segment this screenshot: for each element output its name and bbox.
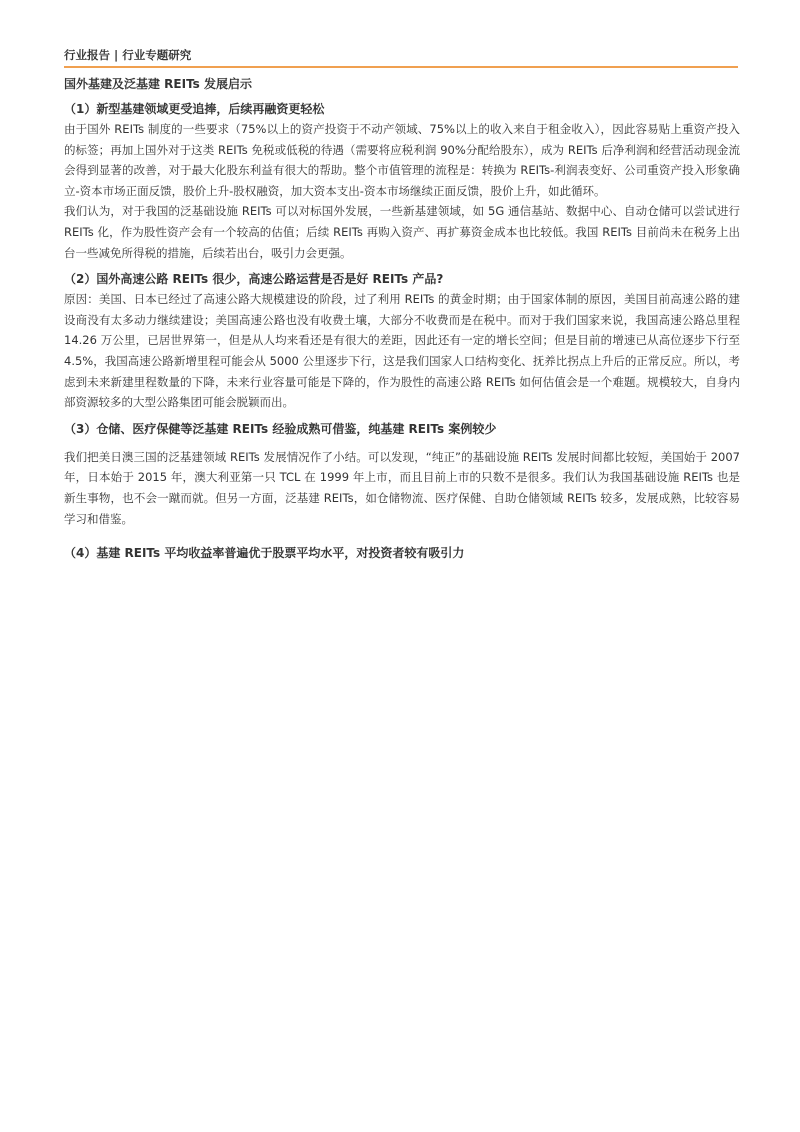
document-body [64,76,740,563]
subsection-heading: （4）基建 REITs 平均收益率普遍优于股票平均水平，对投资者较有吸引力 [64,546,465,561]
paragraph: 我们认为，对于我国的泛基础设施 REITs 可以对标国外发展，一些新基建领域，如 5G 通信基站、数据中心、自动仓储可以尝试进行 REITs 化，作为股性资产会有一个较高的估值；后续 REITs 再购入资产、再扩募资金成本也比较低。我国 REITs 目前尚未在税务上出台一些减免所得税的措施，后续若出台，吸引力会更强。 [64,204,740,260]
paragraph: 由于国外 REITs 制度的一些要求（75%以上的资产投资于不动产领域、75%以上的收入来自于租金收入），因此容易贴上重资产投入的标签；再加上国外对于这类 REITs 免税或低税的待遇（需要将应税利润 90%分配给股东），成为 REITs 后净利润和经营活动现金流会得到显著的改善，对于最大化股东利益有很大的帮助。整个市值管理的流程是：转换为 REITs-利润表变好、公司重资产投入形象确立-资本市场正面反馈，股价上升-股权融资，加大资本支出-资本市场继续正面反馈，股价上升，如此循环。 [64,122,740,198]
section-title: 国外基建及泛基建 REITs 发展启示 [64,77,252,91]
paragraph: 我们把美日澳三国的泛基建领域 REITs 发展情况作了小结。可以发现，“纯正”的基础设施 REITs 发展时间都比较短，美国始于 2007 年，日本始于 2015 年，澳大利亚第一只 TCL 在 1999 年上市，而且目前上市的只数不是很多。我们认为我国基础设施 REITs 也是新生事物，也不会一蹴而就。但另一方面，泛基建 REITs，如仓储物流、医疗保健、自助仓储领域 REITs 较多，发展成熟，比较容易学习和借鉴。 [64,449,740,526]
subsection-1 [64,101,740,263]
subsection-heading: （1）新型基建领域更受追捧，后续再融资更轻松 [64,102,325,116]
subsection-4 [64,545,740,561]
subsection-3 [64,421,740,529]
subsection-heading: （3）仓储、医疗保健等泛基建 REITs 经验成熟可借鉴，纯基建 REITs 案例较少 [64,421,497,436]
subsection-2 [64,271,740,413]
report-header [64,46,738,68]
header-label: 行业报告 | 行业专题研究 [64,48,192,62]
paragraph: 原因：美国、日本已经过了高速公路大规模建设的阶段，过了利用 REITs 的黄金时期；由于国家体制的原因，美国目前高速公路的建设商没有太多动力继续建设；美国高速公路也没有收费土壤，大部分不收费而是在税中。而对于我们国家来说，我国高速公路总里程 14.26 万公里，已居世界第一，但是从人均来看还是有很大的差距，因此还有一定的增长空间；但是目前的增速已从高位逐步下行至 4.5%，我国高速公路新增里程可能会从 5000 公里逐步下行，这是我们国家人口结构变化、抚养比拐点上升后的正常反应。所以，考虑到未来新建里程数量的下降，未来行业容量可能是下降的，作为股性的高速公路 REITs 如何估值会是一个难题。规模较大，自身内部资源较多的大型公路集团可能会脱颖而出。 [64,292,740,410]
subsection-heading: （2）国外高速公路 REITs 很少，高速公路运营是否是好 REITs 产品? [64,272,444,287]
